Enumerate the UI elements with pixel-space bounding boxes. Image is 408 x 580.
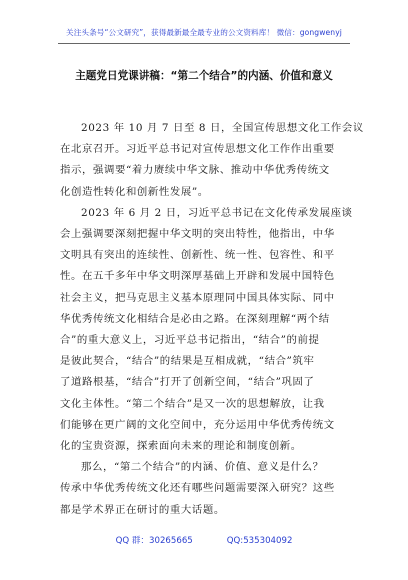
paragraph-line: 指示，强调要“着力赓续中华文脉、推动中华优秀传统文 xyxy=(60,164,330,177)
paragraph-line: 都是学术界正在研讨的重大话题。 xyxy=(60,503,225,516)
header-promo-note: 关注头条号“公文研究”，获得最新最全最专业的公文资料库！ 微信：gongwenyj xyxy=(66,28,342,37)
paragraph-line: 们能够在更广阔的文化空间中，充分运用中华优秀传统文 xyxy=(60,418,335,431)
footer-contact xyxy=(0,534,408,546)
paragraph-line: 了道路根基，“结合”打开了创新空间，“结合”巩固了 xyxy=(60,376,315,389)
paragraph-line: 会上强调要深刻把握中华文明的突出特性，他指出，中华 xyxy=(60,228,335,241)
paragraph-line: 那么，“第二个结合”的内涵、价值、意义是什么？ xyxy=(81,461,324,474)
document-title: 主题党日党课讲稿：“第二个结合”的内涵、价值和意义 xyxy=(75,70,333,82)
paragraph-line: 化的宝贵资源，探索面向未来的理论和制度创新。 xyxy=(60,440,302,453)
paragraph-line: 文明具有突出的连续性、创新性、统一性、包容性、和平 xyxy=(60,249,335,262)
paragraph-2 xyxy=(60,203,353,457)
document-body xyxy=(60,118,364,521)
paragraph-line: 合”的重大意义上，习近平总书记指出，“结合”的前提 xyxy=(60,334,320,347)
footer-qq: QQ:535304092 xyxy=(226,536,293,546)
paragraph-line: 性。在五千多年中华文明深厚基础上开辟和发展中国特色 xyxy=(60,270,335,283)
paragraph-line: 2023 年 10 月 7 日至 8 日，全国宣传思想文化工作会议 xyxy=(81,122,364,134)
paragraph-line: 是彼此契合，“结合”的结果是互相成就，“结合”筑牢 xyxy=(60,355,315,368)
paragraph-line: 社会主义，把马克思主义基本原理同中国具体实际、同中 xyxy=(60,291,335,304)
paragraph-line: 化创造性转化和创新性发展”。 xyxy=(60,185,209,198)
footer-qq-group: QQ 群：30265665 xyxy=(115,536,193,546)
paragraph-3 xyxy=(60,457,350,521)
header-divider xyxy=(58,43,350,44)
paragraph-line: 在北京召开。习近平总书记对宣传思想文化工作作出重要 xyxy=(60,143,335,156)
paragraph-line: 传承中华优秀传统文化还有哪些问题需要深入研究？这些 xyxy=(60,482,335,495)
paragraph-line: 华优秀传统文化相结合是必由之路。在深刻理解“两个结 xyxy=(60,312,330,325)
paragraph-line: 2023 年 6 月 2 日，习近平总书记在文化传承发展座谈 xyxy=(81,206,353,219)
paragraph-line: 文化主体性。“第二个结合”是又一次的思想解放，让我 xyxy=(60,397,325,410)
paragraph-1 xyxy=(60,118,364,203)
